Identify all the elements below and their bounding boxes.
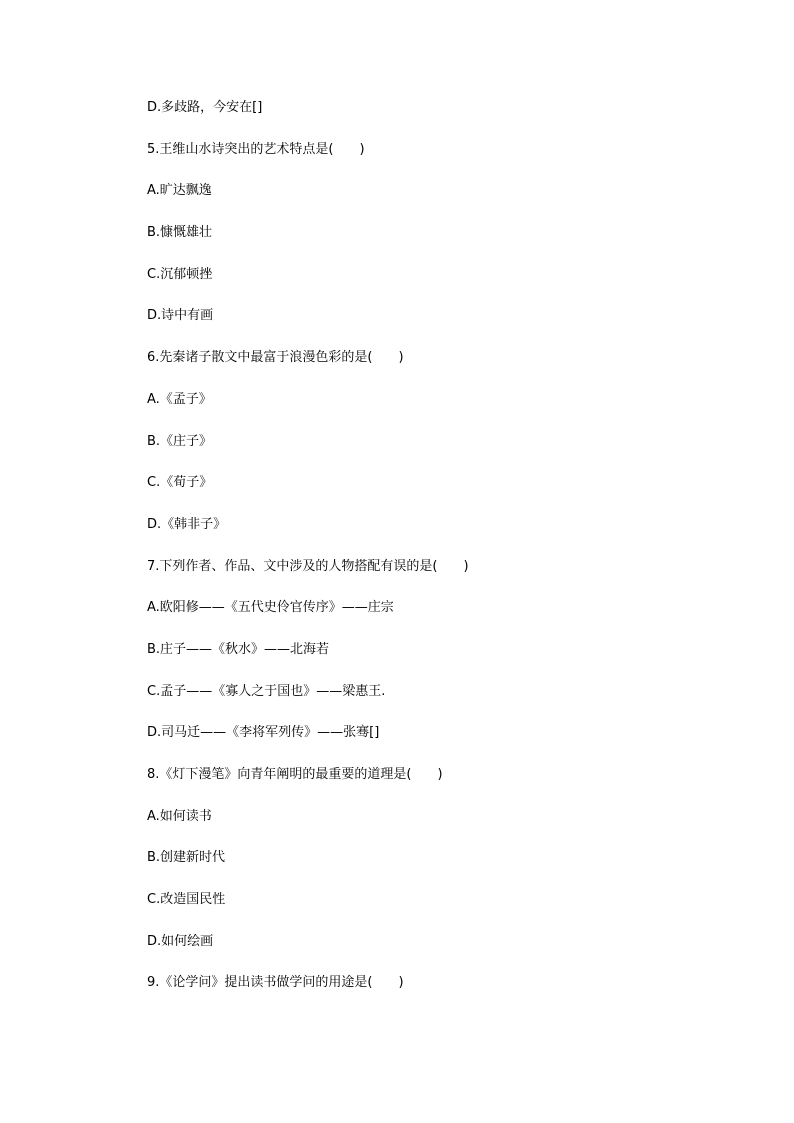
question-line: 8.《灯下漫笔》向青年阐明的最重要的道理是( ) [147,767,443,782]
option-line: C.孟子——《寡人之于国也》——梁惠王. [147,683,386,699]
option-line: A.如何读书 [147,808,212,824]
option-line: A.《孟子》 [147,391,212,407]
option-line: B.创建新时代 [147,850,226,866]
option-line: D.如何绘画 [147,933,214,949]
option-line: D.司马迁——《李将军列传》——张骞[] [147,725,380,741]
option-line: A.旷达飘逸 [147,183,212,199]
option-line: C.改造国民性 [147,892,226,908]
question-text-block [147,98,469,1015]
option-line: C.《荀子》 [147,475,213,491]
question-line: 9.《论学问》提出读书做学问的用途是( ) [147,975,404,991]
question-line: 6.先秦诸子散文中最富于浪漫色彩的是( ) [147,350,404,366]
question-line: 5.王维山水诗突出的艺术特点是( ) [147,141,365,157]
option-line: B.庄子——《秋水》——北海若 [147,641,330,657]
option-line: B.《庄子》 [147,433,213,449]
question-line: 7.下列作者、作品、文中涉及的人物搭配有误的是( ) [147,558,469,574]
option-line: D.《韩非子》 [147,516,227,532]
option-line: B.慷慨雄壮 [147,225,213,241]
option-line: D.诗中有画 [147,308,214,324]
option-line: A.欧阳修——《五代史伶官传序》——庄宗 [147,600,394,616]
option-line: D.多歧路，今安在[] [147,100,263,115]
option-line: C.沉郁顿挫 [147,266,213,282]
